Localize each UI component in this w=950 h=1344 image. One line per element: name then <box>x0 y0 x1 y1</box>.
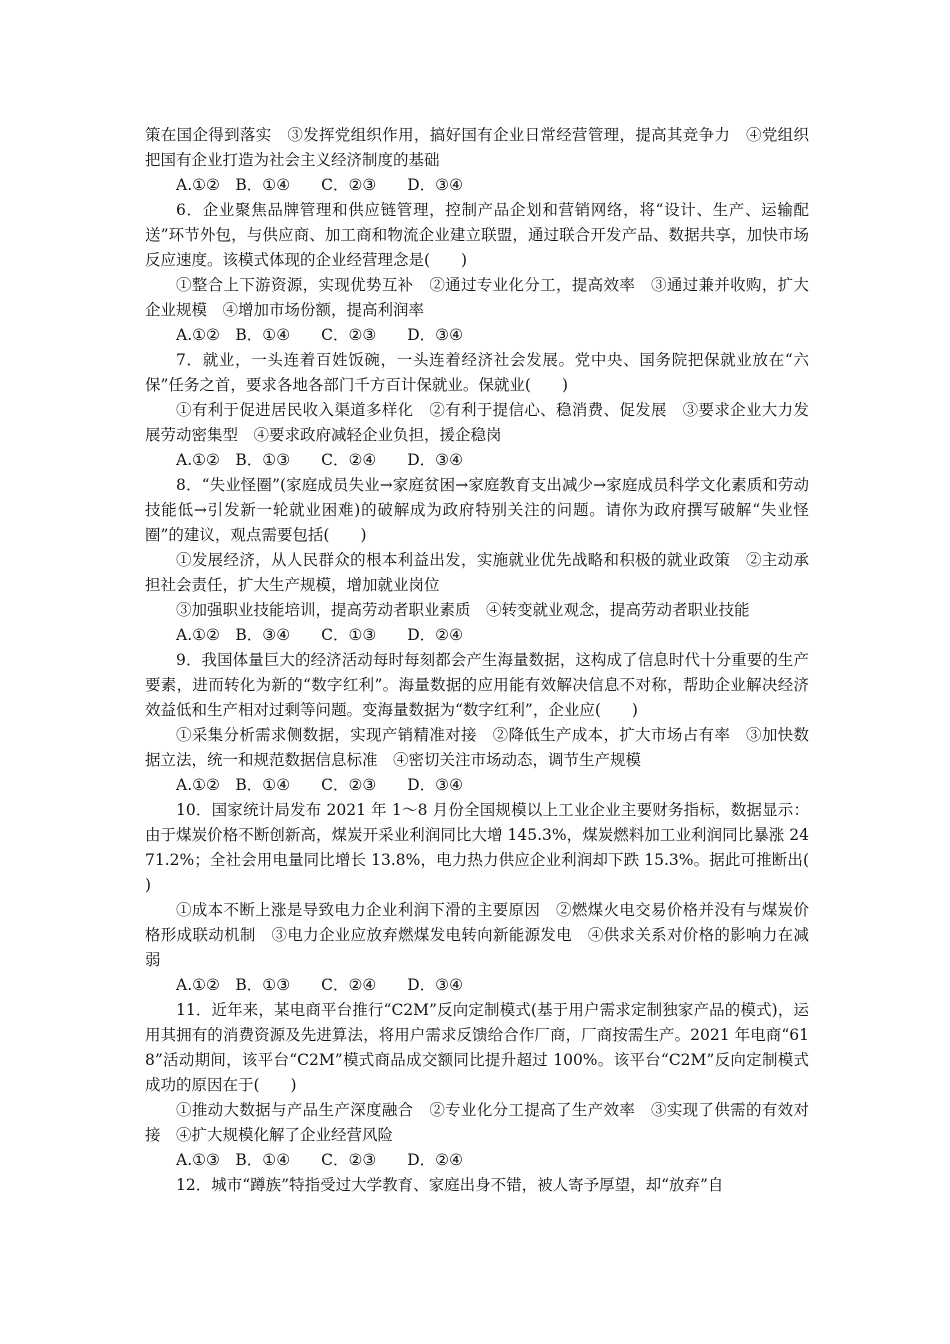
q5-tail: 策在国企得到落实 ③发挥党组织作用，搞好国有企业日常经营管理，提高其竞争力 ④党组织把国有企业打造为社会主义经济制度的基础 <box>145 126 809 169</box>
q6-options: A.①② B．①④ C．②③ D．③④ <box>176 326 463 344</box>
q9-items: ①采集分析需求侧数据，实现产销精准对接 ②降低生产成本，扩大市场占有率 ③加快数据立法，统一和规范数据信息标准 ④密切关注市场动态，调节生产规模 <box>145 726 809 769</box>
q8-items-2: ③加强职业技能培训，提高劳动者职业素质 ④转变就业观念，提高劳动者职业技能 <box>176 601 750 619</box>
q7-items: ①有利于促进居民收入渠道多样化 ②有利于提信心、稳消费、促发展 ③要求企业大力发展劳动密集型 ④要求政府减轻企业负担，援企稳岗 <box>145 401 809 444</box>
q12-stem: 12．城市“蹲族”特指受过大学教育、家庭出身不错，被人寄予厚望，却“放弃”自 <box>176 1176 724 1194</box>
q8-items-1: ①发展经济，从人民群众的根本利益出发，实施就业优先战略和积极的就业政策 ②主动承担社会责任，扩大生产规模，增加就业岗位 <box>145 551 809 594</box>
q11-stem: 11．近年来，某电商平台推行“C2M”反向定制模式(基于用户需求定制独家产品的模式)，运用其拥有的消费资源及先进算法，将用户需求反馈给合作厂商，厂商按需生产。2021 年电商“618”活动期间，该平台“C2M”模式商品成交额同比提升超过 100%。该平台“C2M”反向定制模式成功的原因在于( ) <box>145 1001 809 1094</box>
document-page <box>145 123 841 1198</box>
q8-options: A.①② B．③④ C．①③ D．②④ <box>176 626 463 644</box>
q11-options: A.①③ B．①④ C．②③ D．②④ <box>176 1151 463 1169</box>
q10-items: ①成本不断上涨是导致电力企业利润下滑的主要原因 ②燃煤火电交易价格并没有与煤炭价格形成联动机制 ③电力企业应放弃燃煤发电转向新能源发电 ④供求关系对价格的影响力在减弱 <box>145 901 809 969</box>
q9-stem: 9．我国体量巨大的经济活动每时每刻都会产生海量数据，这构成了信息时代十分重要的生产要素，进而转化为新的“数字红利”。海量数据的应用能有效解决信息不对称，帮助企业解决经济效益低和生产相对过剩等问题。变海量数据为“数字红利”，企业应( ) <box>145 651 809 719</box>
q8-stem: 8．“失业怪圈”(家庭成员失业→家庭贫困→家庭教育支出减少→家庭成员科学文化素质和劳动技能低→引发新一轮就业困难)的破解成为政府特别关注的问题。请你为政府撰写破解“失业怪圈”的建议，观点需要包括( ) <box>145 476 809 544</box>
q10-options: A.①② B．①③ C．②④ D．③④ <box>176 976 463 994</box>
q7-options: A.①② B．①③ C．②④ D．③④ <box>176 451 463 469</box>
q10-stem: 10．国家统计局发布 2021 年 1～8 月份全国规模以上工业企业主要财务指标，数据显示：由于煤炭价格不断创新高，煤炭开采业利润同比大增 145.3%，煤炭燃料加工业利润同比暴涨 2471.2%；全社会用电量同比增长 13.8%，电力热力供应企业利润却下跌 15.3%。据此可推断出( ) <box>145 801 841 894</box>
q9-options: A.①② B．①④ C．②③ D．③④ <box>176 776 463 794</box>
q6-items: ①整合上下游资源，实现优势互补 ②通过专业化分工，提高效率 ③通过兼并收购，扩大企业规模 ④增加市场份额，提高利润率 <box>145 276 809 319</box>
q11-items: ①推动大数据与产品生产深度融合 ②专业化分工提高了生产效率 ③实现了供需的有效对接 ④扩大规模化解了企业经营风险 <box>145 1101 809 1144</box>
q5-options: A.①② B．①④ C．②③ D．③④ <box>176 176 463 194</box>
q6-stem: 6．企业聚焦品牌管理和供应链管理，控制产品企划和营销网络，将“设计、生产、运输配送”环节外包，与供应商、加工商和物流企业建立联盟，通过联合开发产品、数据共享，加快市场反应速度。该模式体现的企业经营理念是( ) <box>145 201 809 269</box>
q7-stem: 7．就业，一头连着百姓饭碗，一头连着经济社会发展。党中央、国务院把保就业放在“六保”任务之首，要求各地各部门千方百计保就业。保就业( ) <box>145 351 809 394</box>
